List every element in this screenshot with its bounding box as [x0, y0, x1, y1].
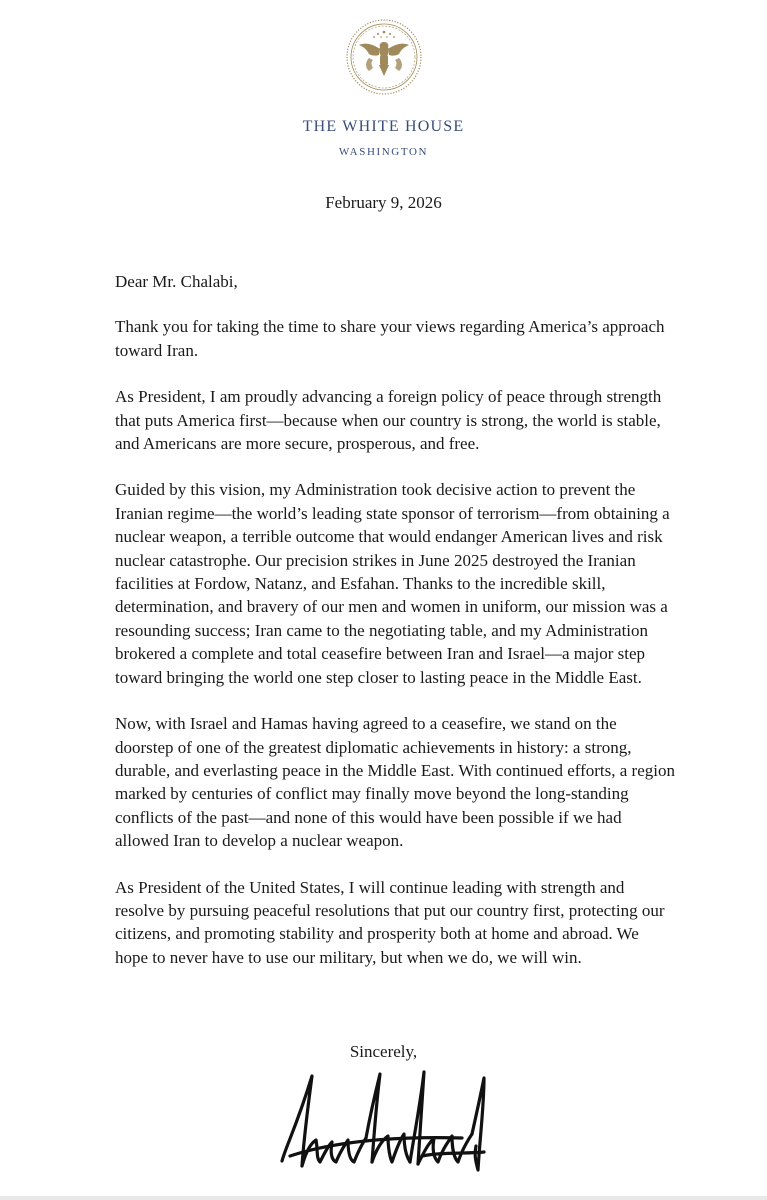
letter-body	[115, 270, 675, 992]
salutation: Dear Mr. Chalabi,	[115, 272, 238, 291]
closing: Sincerely,	[349, 1042, 418, 1061]
handwritten-signature-icon	[272, 1066, 497, 1178]
letterhead-subtitle: WASHINGTON	[338, 146, 429, 158]
paragraph: As President of the United States, I will continue leading with strength and resolve by pursuing peaceful resolutions that put our country first, protecting our citizens, and promoting stability and prosperity both at home and abroad. We hope to never have to use our military, but when we do, we will win.	[115, 877, 665, 967]
paragraph: Thank you for taking the time to share your views regarding America’s approach toward Iran.	[115, 317, 665, 360]
paragraph: Now, with Israel and Hamas having agreed to a ceasefire, we stand on the doorstep of one of the greatest diplomatic achievements in history: a strong, durable, and everlasting peace in the Middle East. With continued efforts, a region marked by centuries of conflict may finally move beyond the long-standing conflicts of the past—and none of this would have been possible if we had allowed Iran to develop a nuclear weapon.	[115, 714, 675, 851]
paragraph: As President, I am proudly advancing a foreign policy of peace through strength that puts America first—because when our country is strong, the world is stable, and Americans are more secure, prosperous, and free.	[115, 387, 662, 454]
letter-date: February 9, 2026	[325, 193, 442, 212]
letterhead-title: THE WHITE HOUSE	[302, 118, 465, 135]
paragraph: Guided by this vision, my Administration took decisive action to prevent the Iranian regime—the world’s leading state sponsor of terrorism—from obtaining a nuclear weapon, a terrible outcome that would endanger American lives and risk nuclear catastrophe. Our precision strikes in June 2025 destroyed the Iranian facilities at Fordow, Natanz, and Esfahan. Thanks to the incredible skill, determination, and bravery of our men and women in uniform, our mission was a resounding success; Iran came to the negotiating table, and my Administration brokered a complete and total ceasefire between Iran and Israel—a major step toward bringing the world one step closer to lasting peace in the Middle East.	[115, 480, 670, 687]
page-bottom-edge	[0, 1196, 767, 1200]
presidential-seal-icon	[345, 18, 423, 96]
